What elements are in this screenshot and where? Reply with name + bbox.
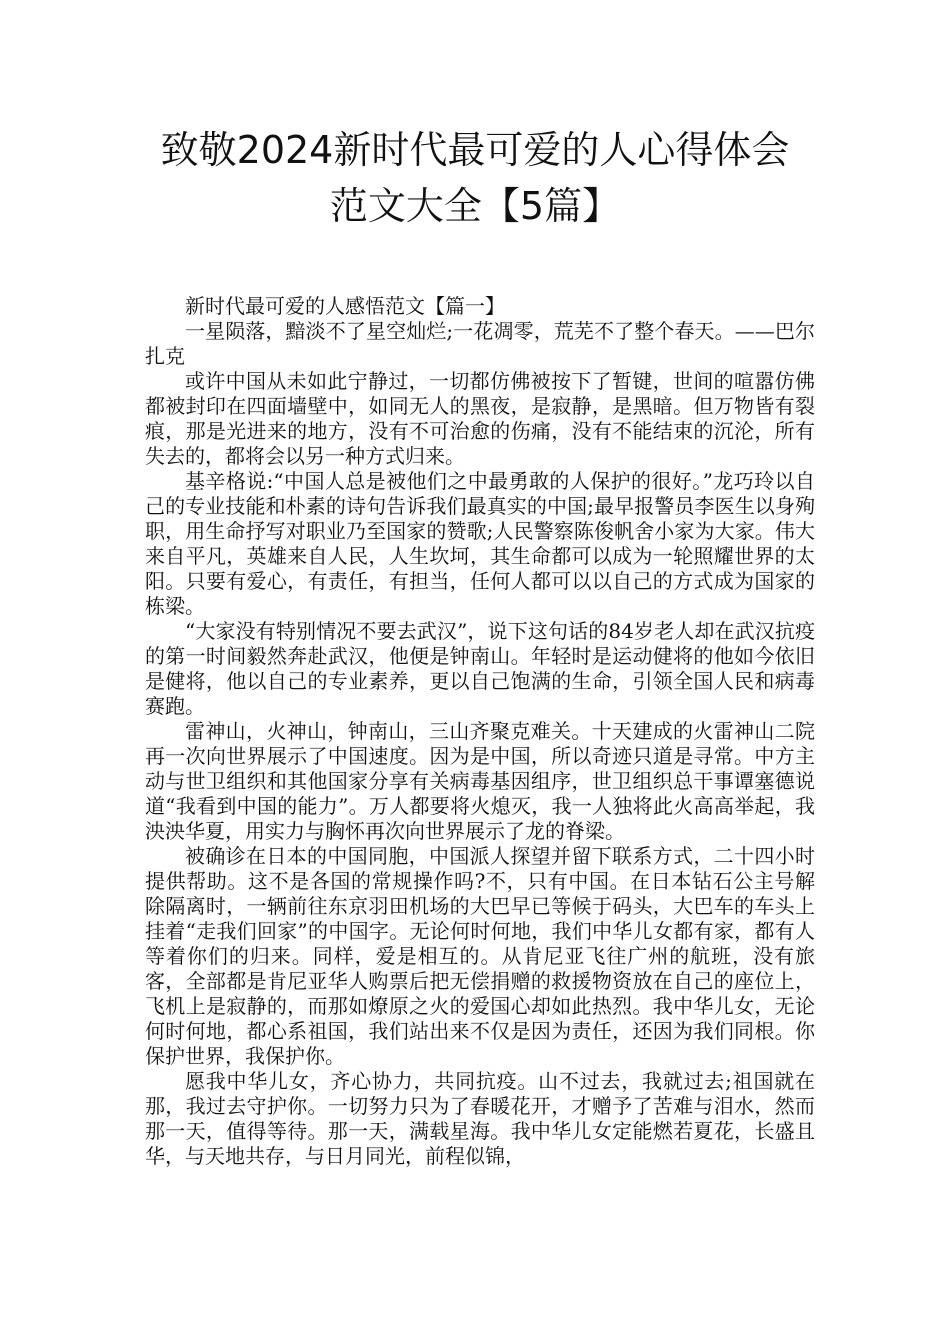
paragraph-quote: 一星陨落，黯淡不了星空灿烂;一花凋零，荒芜不了整个春天。——巴尔扎克 xyxy=(145,319,815,368)
title-line-1: 致敬2024新时代最可爱的人心得体会 xyxy=(160,128,790,172)
paragraph: 被确诊在日本的中国同胞，中国派人探望并留下联系方式，二十四小时提供帮助。这不是各国的常规操作吗?不，只有中国。在日本钻石公主号解除隔离时，一辆前往东京羽田机场的大巴早已等候于码头，大巴车的车头上挂着“走我们回家”的中国字。无论何时何地，我们中华儿女都有家，都有人等着你们的归来。同样，爱是相互的。从肯尼亚飞往广州的航班，没有旅客，全部都是肯尼亚华人购票后把无偿捐赠的救援物资放在自己的座位上，飞机上是寂静的，而那如燎原之火的爱国心却如此热烈。我中华儿女，无论何时何地，都心系祖国，我们站出来不仅是因为责任，还因为我们同根。你保护世界，我保护你。 xyxy=(145,844,815,1068)
paragraph: 或许中国从未如此宁静过，一切都仿佛被按下了暂键，世间的喧嚣仿佛都被封印在四面墙壁中，如同无人的黑夜，是寂静，是黑暗。但万物皆有裂痕，那是光进来的地方，没有不可治愈的伤痛，没有不能结束的沉沦，所有失去的，都将会以另一种方式归来。 xyxy=(145,369,815,468)
paragraph: 基辛格说:“中国人总是被他们之中最勇敢的人保护的很好。”龙巧玲以自己的专业技能和朴素的诗句告诉我们最真实的中国;最早报警员李医生以身殉职，用生命抒写对职业乃至国家的赞歌;人民警察陈俊帆舍小家为大家。伟大来自平凡，英雄来自人民，人生坎坷，其生命都可以成为一轮照耀世界的太阳。只要有爱心，有责任，有担当，任何人都可以以自己的方式成为国家的栋梁。 xyxy=(145,469,815,618)
document-body xyxy=(145,294,815,1169)
document-title xyxy=(60,122,890,234)
paragraph: 雷神山，火神山，钟南山，三山齐聚克难关。十天建成的火雷神山二院再一次向世界展示了中国速度。因为是中国，所以奇迹只道是寻常。中方主动与世卫组织和其他国家分享有关病毒基因组序，世卫组织总干事谭塞德说道“我看到中国的能力”。万人都要将火熄灭，我一人独将此火高高举起，我泱泱华夏，用实力与胸怀再次向世界展示了龙的脊梁。 xyxy=(145,719,815,843)
section-heading: 新时代最可爱的人感悟范文【篇一】 xyxy=(185,294,505,318)
title-line-2: 范文大全【5篇】 xyxy=(329,184,621,228)
paragraph: “大家没有特别情况不要去武汉”，说下这句话的84岁老人却在武汉抗疫的第一时间毅然奔赴武汉，他便是钟南山。年轻时是运动健将的他如今依旧是健将，他以自己的专业素养，更以自己饱满的生命，引领全国人民和病毒赛跑。 xyxy=(145,619,815,718)
paragraph: 愿我中华儿女，齐心协力，共同抗疫。山不过去，我就过去;祖国就在那，我过去守护你。一切努力只为了春暖花开，才赠予了苦难与泪水，然而那一天，值得等待。那一天，满载星海。我中华儿女定能燃若夏花，长盛且华，与天地共存，与日月同光，前程似锦， xyxy=(145,1069,815,1168)
